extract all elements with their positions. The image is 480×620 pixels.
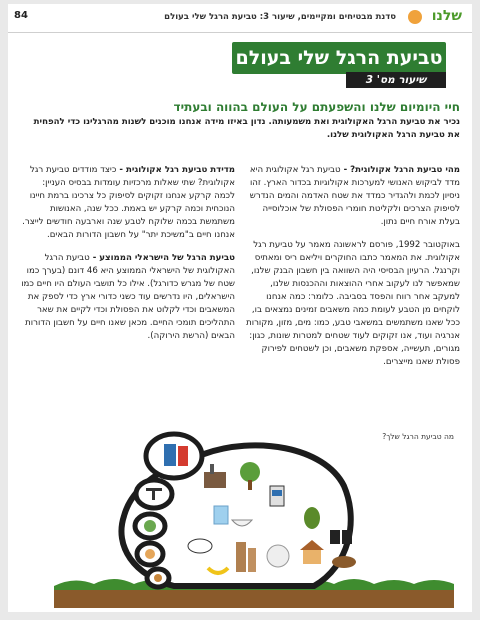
co2-icon xyxy=(267,545,289,567)
footprint-illustration xyxy=(14,426,464,608)
lesson-badge: שיעור מס' 3 xyxy=(346,72,446,88)
section-subtitle: חיי היומיום שלנו והשפעתם על העולם בהווה ובעתיד xyxy=(173,100,460,114)
footprint-graphic xyxy=(14,426,464,608)
cow-icon xyxy=(188,539,212,553)
fuel-pump-icon xyxy=(270,486,284,506)
bread-icon xyxy=(154,574,162,582)
paragraph-text: טביעת הרגל האקולוגית של הישראלי הממוצע היא 46 דונם (בערך כמו שטח של מגרש כדורגל). אילו כל תושבי העולם היו חיים כמו הישראלים, היו נדרשים עוד כשני כדורי ארץ כדי לספק את המשאבים וכדי לקלוט את הפסולת וכדי לקיים את שאר התהליכים תומכי החיים. מכאן שאנו חיים על חשבון הדורות הבאים (הרשת הירוקה). xyxy=(21,253,235,341)
publication-logo xyxy=(406,8,462,26)
paragraph-lead: מדידת טביעת רגל אקולוגית - xyxy=(116,165,235,175)
horse-icon xyxy=(332,556,356,568)
vegetables-icon xyxy=(144,520,156,532)
text-columns xyxy=(20,164,460,379)
paragraph xyxy=(20,252,235,343)
chicken-icon xyxy=(145,549,155,559)
page-header xyxy=(8,4,472,32)
title-block xyxy=(232,42,446,88)
header-divider xyxy=(8,32,472,33)
intro-paragraph: נכיר את טביעת הרגל האקולוגית ואת משמעותה. נדון באיזו מידה אנחנו מוכנים לשנות מהרגלינו כדי להפחית את טביעת הרגל האקולוגית שלנו. xyxy=(33,117,460,140)
breadcrumb: סדנת מבטיחים ומקיימים, שיעור 3: טביעת הרגל שלי בעולם xyxy=(164,12,396,22)
recycle-bin-icon xyxy=(164,444,188,466)
paragraph-text: כיצד מודדים טביעת רגל אקולוגית? שתי שאלות מרכזיות עומדות בבסיס העניין: לכמה קרקע אנחנו זקוקים לסיפוק כל צרכינו ברמת חיינו הנוכחית וכמה קרקע יש באמת. ככל שנה, האנושות משתמשת בכמה שלוקח לטבע שנה וארבעה חודשים לייצר. אנחנו חיים ב"משיכת יתר" על חשבון הדורות הבאים. xyxy=(22,165,235,240)
paragraph-text: באוקטובר 1992, פורסם לראשונה מאמר על טביעת רגל אקולוגית. את המאמר כתבו החוקרים ויליאם ריס ומאתיס וקרנגל. הרעיון הבסיסי היה השוואה בין חשבון הבנק שלנו, שמאפשר לנו לעקוב אחרי ההוצאות וההכנסות שלנו, למעקב אחר רווח והפסד בסביבה. כלומר: כמה אנחנו לוקחים מן הטבע לעומת כמה משאבים זמינים נמצאים בו, ככל שאנו משתמשים במשאבי טבע, כמו: מים, מזון, מקורות אנרגיה ועוד, אנו זקוקים לעוד שטחים למטרות שונות, כגון: מגורים, תעשייה, אספקת משאבים, וכן לשטחים לפירוק פסולת שאנו מייצרים. xyxy=(246,240,460,367)
paragraph xyxy=(20,164,235,242)
page-title: טביעת הרגל שלי בעולם xyxy=(232,42,446,74)
paragraph xyxy=(245,164,460,229)
page-number: 84 xyxy=(14,10,28,21)
paragraph-text: טביעת רגל אקולוגית היא מדד לביקוש האנושי למערכות אקולוגיות בכדור הארץ. זהו ניסיון לכמת ולהגדיר כמדד את שטח האדמה והמים הנדרש לסיפוק הצרכים ולקליטת חומרי הפסולת של אוכלוסייה בעלת אורח חיים נתון. xyxy=(249,165,460,227)
water-glass-icon xyxy=(214,506,228,524)
magazine-page xyxy=(8,4,472,612)
paragraph-lead: מהי טביעת הרגל אקולוגית? - xyxy=(340,165,460,175)
paragraph xyxy=(245,239,460,369)
avocado-icon xyxy=(304,507,320,529)
paragraph-lead: טביעת הרגל של הישראלי הממוצע - xyxy=(89,253,235,263)
logo-text: שלנו xyxy=(431,8,462,24)
left-column xyxy=(20,164,235,379)
runner-icon xyxy=(408,10,422,24)
illustration-caption: מה טביעת הרגל שלך? xyxy=(382,432,454,441)
right-column xyxy=(245,164,460,379)
